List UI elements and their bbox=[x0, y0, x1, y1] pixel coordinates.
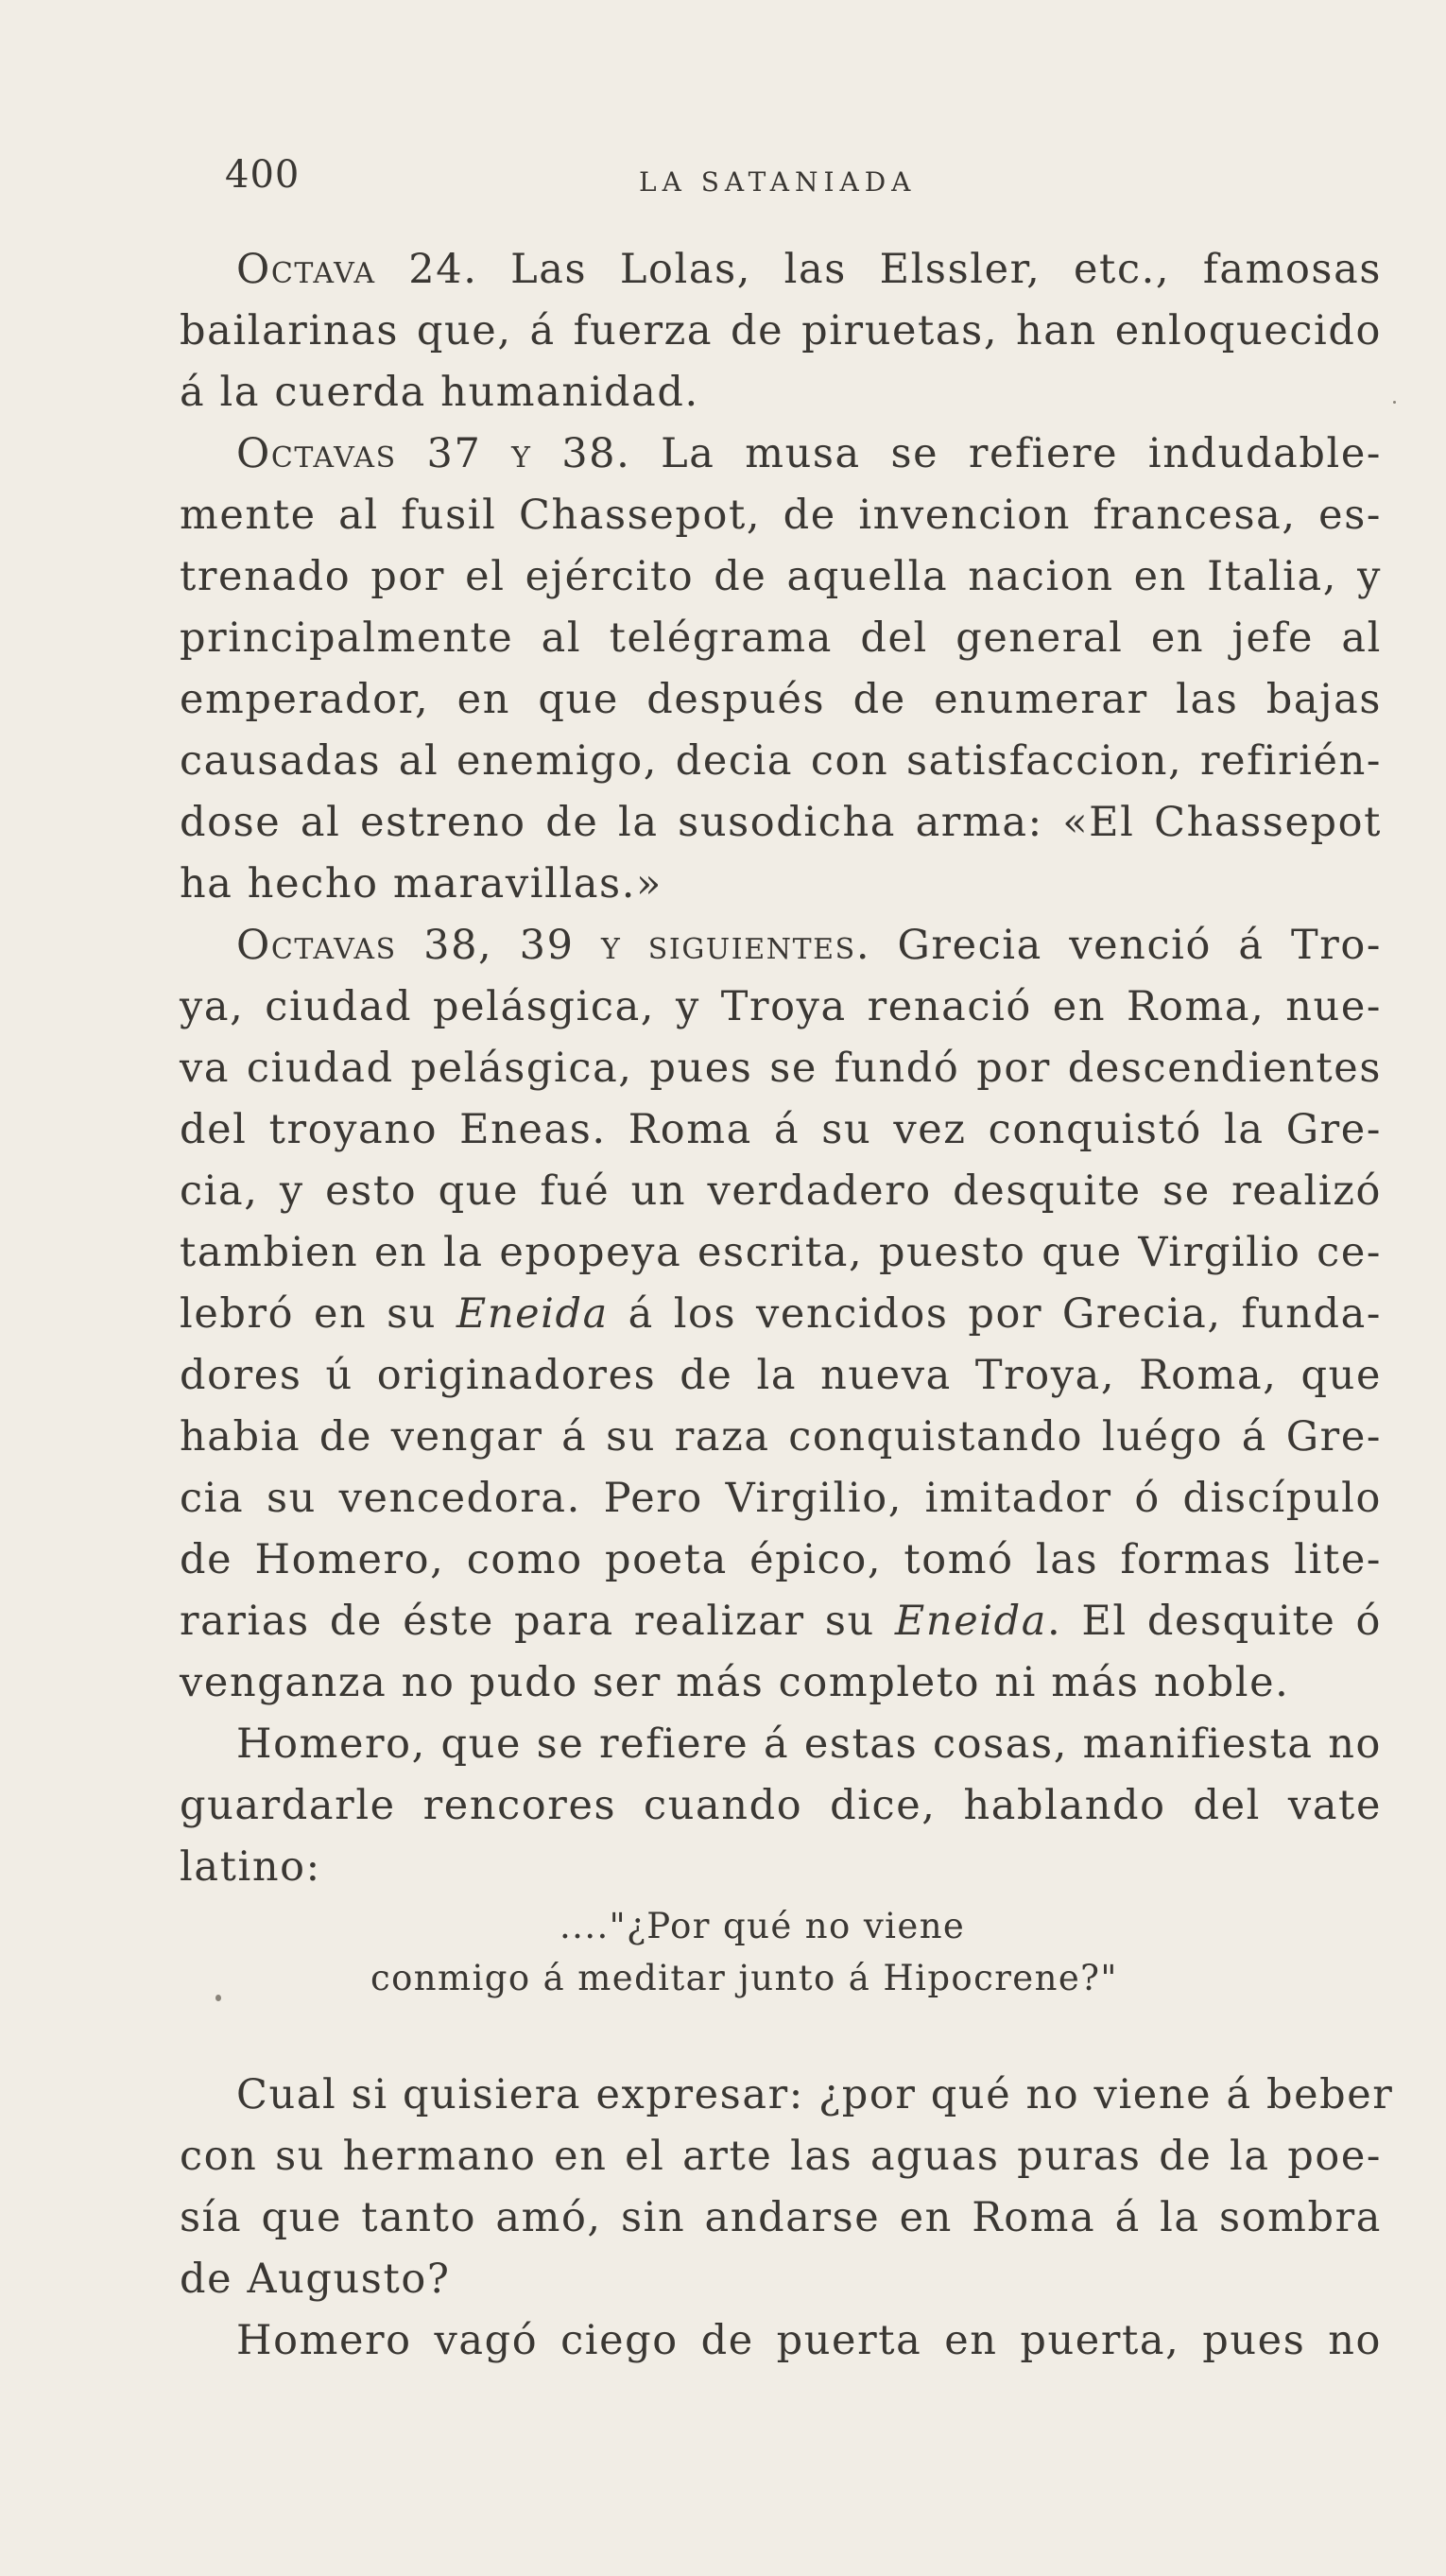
text-line: rarias de éste para realizar su Eneida. El desquite ó bbox=[180, 1598, 1383, 1645]
paper-speck bbox=[215, 1995, 221, 2001]
page-number: 400 bbox=[225, 153, 301, 197]
text-line: Homero vagó ciego de puerta en puerta, pues no bbox=[236, 2317, 1382, 2364]
text-line: principalmente al telégrama del general en jefe al bbox=[180, 614, 1382, 662]
text-line: Cual si quisiera expresar: ¿por qué no viene á beber bbox=[236, 2071, 1394, 2118]
text-line: dores ú originadores de la nueva Troya, Roma, que bbox=[180, 1352, 1382, 1399]
text-line: con su hermano en el arte las aguas puras de la poe- bbox=[180, 2133, 1382, 2180]
text-line: trenado por el ejército de aquella nacion en Italia, y bbox=[180, 553, 1382, 600]
text-line: ha hecho maravillas.» bbox=[180, 860, 663, 908]
octava-label: Octavas 37 y 38. bbox=[236, 430, 631, 477]
paper-speck bbox=[1393, 401, 1396, 404]
text-line: cia su vencedora. Pero Virgilio, imitador ó discípulo bbox=[180, 1475, 1382, 1522]
octava-label: Octavas 38, 39 y siguientes. bbox=[236, 922, 871, 969]
text-line: habia de vengar á su raza conquistando luégo á Gre- bbox=[180, 1413, 1382, 1461]
text-line: va ciudad pelásgica, pues se fundó por descendientes bbox=[180, 1045, 1382, 1092]
text-line: dose al estreno de la susodicha arma: «El Chassepot bbox=[180, 799, 1382, 846]
verse-line: ...."¿Por qué no viene bbox=[559, 1906, 966, 1946]
page-header bbox=[225, 153, 1227, 210]
text-line: emperador, en que después de enumerar las bajas bbox=[180, 676, 1382, 723]
text-line: de Augusto? bbox=[180, 2256, 451, 2303]
verse-line: conmigo á meditar junto á Hipocrene?" bbox=[370, 1958, 1118, 1998]
text-line: venganza no pudo ser más completo ni más noble. bbox=[180, 1659, 1290, 1706]
text-line: tambien en la epopeya escrita, puesto que Virgilio ce- bbox=[180, 1229, 1382, 1276]
text-line: ya, ciudad pelásgica, y Troya renació en Roma, nue- bbox=[180, 983, 1382, 1030]
text-line: cia, y esto que fué un verdadero desquite se realizó bbox=[180, 1167, 1382, 1215]
octava-label: Octava 24. bbox=[236, 246, 478, 293]
body-text-continued bbox=[180, 2065, 1394, 2372]
verse-quote bbox=[370, 1900, 1118, 2004]
text-line: causadas al enemigo, decia con satisfaccion, refirién- bbox=[180, 737, 1382, 785]
text-line: latino: bbox=[180, 1843, 321, 1891]
text-line: bailarinas que, á fuerza de piruetas, han enloquecido bbox=[180, 307, 1382, 354]
text-line: Octavas 37 y 38. La musa se refiere indudable- bbox=[236, 430, 1382, 477]
text-line: Octavas 38, 39 y siguientes. Grecia venció á Tro- bbox=[236, 922, 1382, 969]
book-title-eneida: Eneida bbox=[894, 1598, 1047, 1645]
body-text bbox=[180, 239, 1382, 1898]
text-line: mente al fusil Chassepot, de invencion francesa, es- bbox=[180, 492, 1382, 539]
text-line: Homero, que se refiere á estas cosas, manifiesta no bbox=[236, 1720, 1382, 1768]
text-line: lebró en su Eneida á los vencidos por Grecia, funda- bbox=[180, 1290, 1382, 1338]
running-title: LA SATANIADA bbox=[639, 166, 917, 198]
text-line: de Homero, como poeta épico, tomó las formas lite- bbox=[180, 1536, 1382, 1583]
text-line: del troyano Eneas. Roma á su vez conquistó la Gre- bbox=[180, 1106, 1382, 1153]
text-line: sía que tanto amó, sin andarse en Roma á la sombra bbox=[180, 2194, 1382, 2241]
text-line: á la cuerda humanidad. bbox=[180, 369, 699, 416]
text-line: Octava 24. Las Lolas, las Elssler, etc., famosas bbox=[236, 246, 1382, 293]
book-title-eneida: Eneida bbox=[456, 1290, 609, 1338]
text-line: guardarle rencores cuando dice, hablando del vate bbox=[180, 1782, 1382, 1829]
